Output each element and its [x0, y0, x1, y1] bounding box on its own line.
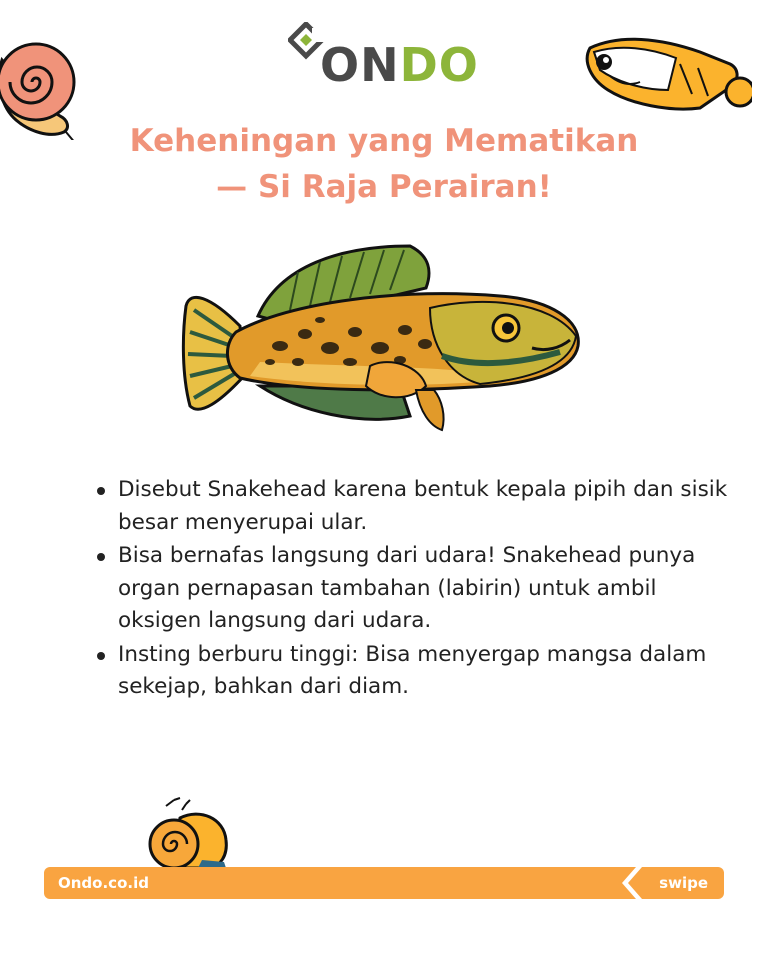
list-item: Disebut Snakehead karena bentuk kepala pipih dan sisik besar menyerupai ular. — [92, 474, 732, 539]
logo-text-do: DO — [399, 38, 479, 92]
footer-bar — [44, 867, 724, 899]
logo-text-on: ON — [320, 38, 400, 92]
page-title — [0, 118, 768, 210]
ondo-logo — [288, 22, 488, 102]
title-line-2: — Si Raja Perairan! — [216, 169, 552, 205]
chevron-left-icon — [610, 867, 650, 899]
snail-icon — [140, 796, 232, 870]
shrimp-icon — [580, 34, 752, 118]
list-item: Insting berburu tinggi: Bisa menyergap mangsa dalam sekejap, bahkan dari diam. — [92, 639, 732, 704]
snakehead-fish-icon — [180, 236, 590, 446]
title-line-1: Keheningan yang Mematikan — [129, 123, 639, 159]
list-item: Bisa bernafas langsung dari udara! Snakehead punya organ pernapasan tambahan (labirin) untuk ambil oksigen langsung dari udara. — [92, 540, 732, 638]
footer-site-link[interactable]: Ondo.co.id — [58, 874, 149, 892]
facts-list — [92, 474, 732, 705]
swipe-button[interactable]: swipe — [659, 874, 708, 892]
